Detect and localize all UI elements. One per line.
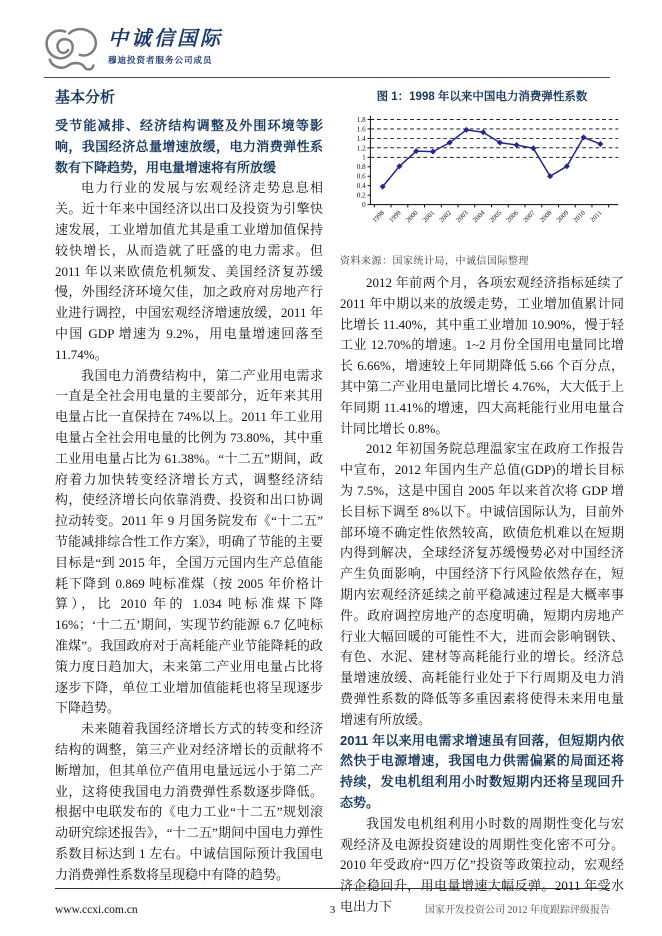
content-area <box>55 86 624 918</box>
page-footer <box>55 901 610 916</box>
svg-text:2001: 2001 <box>421 209 437 225</box>
paragraph: 电力行业的发展与宏观经济走势息息相关。近十年来中国经济以出口及投资为引擎快速发展，工业增加值尤其是重工业增加值保持较快增长，从而造就了旺盛的电力需求。但 2011 年以来欧债危机频发、美国经济复苏缓慢，外围经济环境欠佳，加之政府对房地产行业进行调控，中国宏观经济增速放缓，2011 年中国 GDP 增速为 9.2%，用电量增速回落至 11.74%。 <box>55 180 323 362</box>
svg-text:1.6: 1.6 <box>356 125 366 134</box>
brand-tagline: 穆迪投资者服务公司成员 <box>108 55 213 65</box>
paragraph: 未来随着我国经济增长方式的转变和经济结构的调整，第三产业对经济增长的贡献将不断增加，但其单位产值用电量远远小于第二产业，这将使我国电力消费弹性系数逐步降低。根据中电联发布的《电力工业“十二五”规划滚动研究综述报告》，“十二五”期间中国电力弹性系数目标达到 1 左右。中诚信国际预计我国电力消费弹性系数将呈现稳中有降的趋势。 <box>55 721 323 882</box>
svg-text:2009: 2009 <box>555 209 571 225</box>
section-title: 基本分析 <box>55 89 116 106</box>
svg-text:0.2: 0.2 <box>356 191 366 200</box>
footer-website: www.ccxi.com.cn <box>55 904 138 916</box>
svg-text:2004: 2004 <box>471 209 487 225</box>
svg-text:2006: 2006 <box>505 209 520 225</box>
logo <box>42 24 610 74</box>
brand-name: 中诚信国际 <box>108 28 223 50</box>
right-column <box>340 86 624 918</box>
elasticity-line-chart <box>340 110 624 250</box>
svg-text:1.8: 1.8 <box>356 115 366 124</box>
left-lead-paragraph: 受节能减排、经济结构调整及外围环境等影响，我国经济总量增速放缓，电力消费弹性系数有下降趋势，用电量增速将有所放缓 <box>55 118 323 175</box>
svg-text:2002: 2002 <box>438 209 453 225</box>
footer-page-number: 3 <box>329 904 336 916</box>
svg-text:0.6: 0.6 <box>356 172 366 181</box>
svg-text:1: 1 <box>362 153 366 162</box>
figure-1 <box>340 88 624 267</box>
header-divider <box>44 77 610 78</box>
figure-title: 图 1：1998 年以来中国电力消费弹性系数 <box>376 91 588 103</box>
svg-text:2010: 2010 <box>572 209 587 225</box>
left-column <box>55 86 323 918</box>
svg-text:0: 0 <box>362 201 366 210</box>
right-lead-paragraph: 2011 年以来用电需求增速虽有回落，但短期内依然快于电源增速，我国电力供需偏紧的局面还将持续，发电机组利用小时数短期内还将呈现回升态势。 <box>340 732 624 810</box>
svg-text:1.2: 1.2 <box>356 144 366 153</box>
brand-block <box>108 24 223 66</box>
footer-divider <box>55 888 610 889</box>
page-header <box>42 24 610 74</box>
svg-text:2005: 2005 <box>488 209 504 225</box>
paragraph: 我国发电机组利用小时数的周期性变化与宏观经济及电源投资建设的周期性变化密不可分。2010 年受政府“四万亿”投资等政策拉动，宏观经济企稳回升，用电量增速大幅反弹。2011 年受水电出力下 <box>340 815 624 914</box>
paragraph: 2012 年初国务院总理温家宝在政府工作报告中宣布，2012 年国内生产总值(GDP)的增长目标为 7.5%，这是中国自 2005 年以来首次将 GDP 增长目标下调至 8%以下。中诚信国际认为，目前外部环境不确定性依然较高，欧债危机难以在短期内得到解决，全球经济复苏缓慢势必对中国经济产生负面影响，中国经济下行风险依然存在，短期内宏观经济延续之前平稳减速过程是大概率事件。政府调控房地产的态度明确，短期内房地产行业大幅回暖的可能性不大，进而会影响钢铁、有色、水泥、建材等高耗能行业的增长。经济总量增速放缓、高耗能行业处于下行周期及电力消费弹性系数的降低等多重因素将使得未来用电量增速有所放缓。 <box>340 441 624 727</box>
svg-text:1999: 1999 <box>388 209 403 225</box>
svg-text:2003: 2003 <box>455 209 470 225</box>
svg-text:2008: 2008 <box>538 209 554 225</box>
svg-text:1.4: 1.4 <box>356 134 366 143</box>
svg-text:0.8: 0.8 <box>356 163 366 172</box>
paragraph: 我国电力消费结构中，第二产业用电需求一直是全社会用电量的主要部分，近年来其用电量占比一直保持在 74%以上。2011 年工业用电量占全社会用电量的比例为 73.80%，其中重工业用电量占比为 61.38%。“十二五”期间，政府着力加快转变经济增长方式，调整经济结构，使经济增长向依靠消费、投资和出口协调拉动转变。2011 年 9 月国务院发布《“十二五”节能减排综合性工作方案》，明确了节能的主要目标是“到 2015 年，全国万元国内生产总值能耗下降到 0.869 吨标准煤（按 2005 年价格计算），比 2010 年的 1.034 吨标准煤下降 16%；‘十二五’期间，实现节约能源 6.7 亿吨标准煤”。我国政府对于高耗能产业节能降耗的政策力度日趋加大，未来第二产业用电量占比将逐步下降，单位工业增加值能耗也将呈现逐步下降趋势。 <box>55 367 323 716</box>
paragraph: 2012 年前两个月，各项宏观经济指标延续了 2011 年中期以来的放缓走势，工业增加值累计同比增长 11.40%，其中重工业增加 10.90%，慢于轻工业 12.70%的增速。1~2 月份全国用电量同比增长 6.66%，增速较上年同期降低 5.66 个百分点，其中第二产业用电量同比增长 4.76%，大大低于上年同期 11.41%的增速，四大高耗能行业用电量合计同比增长 0.8%。 <box>340 275 624 436</box>
footer-report-title: 国家开发投资公司 2012 年度跟踪评级报告 <box>425 905 610 916</box>
svg-text:2000: 2000 <box>404 209 420 225</box>
svg-text:2011: 2011 <box>589 209 604 224</box>
figure-source: 资料来源：国家统计局，中诚信国际整理 <box>340 256 529 267</box>
svg-text:2007: 2007 <box>522 209 537 225</box>
svg-text:0.4: 0.4 <box>356 182 366 191</box>
ccxi-logo-icon <box>42 24 104 74</box>
svg-text:1998: 1998 <box>371 209 386 225</box>
